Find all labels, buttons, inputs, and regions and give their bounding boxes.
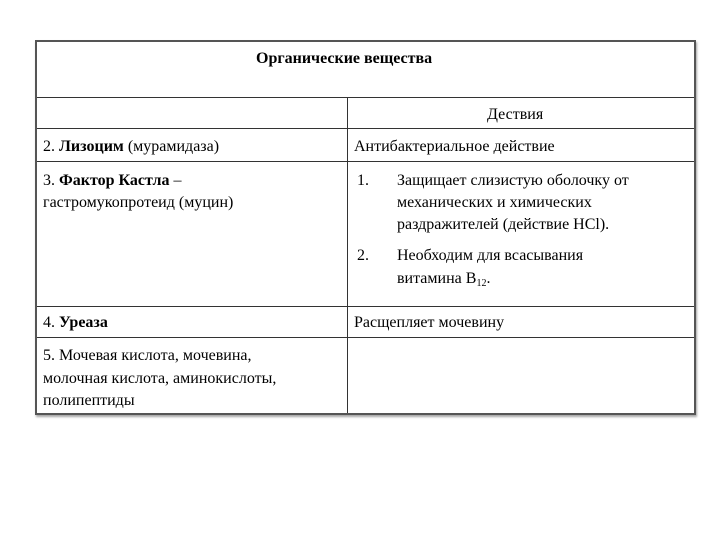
list-marker: 1. — [357, 172, 369, 189]
row-number: 4. — [43, 314, 55, 331]
row-3-name — [43, 170, 181, 192]
table-title: Органические вещества — [256, 50, 433, 67]
row-2-name — [43, 136, 219, 158]
column-divider — [347, 97, 348, 413]
row-divider — [37, 97, 694, 98]
row-divider — [37, 337, 694, 338]
list-marker: 2. — [357, 247, 369, 264]
substance-name: Лизоцим — [59, 138, 124, 155]
row-divider — [37, 161, 694, 162]
row-5-line: полипептиды — [43, 392, 135, 409]
row-number: 3. — [43, 172, 55, 189]
row-5-line: 5. Мочевая кислота, мочевина, — [43, 347, 252, 364]
row-5-line: молочная кислота, аминокислоты, — [43, 370, 277, 387]
action-line: Необходим для всасывания — [397, 247, 584, 264]
action-line: механических и химических — [397, 194, 592, 211]
substance-name: Уреаза — [59, 314, 108, 331]
substance-alias: (мурамидаза) — [127, 138, 220, 155]
action-line: раздражителей (действие HCl). — [397, 216, 610, 233]
vitamin-text: витамина В — [397, 270, 477, 287]
row-divider — [37, 306, 694, 307]
row-2-action: Антибактериальное действие — [354, 138, 555, 155]
action-line: Защищает слизистую оболочку от — [397, 172, 629, 189]
action-line-vitamin — [397, 268, 490, 290]
vitamin-subscript: 12 — [476, 278, 487, 289]
row-divider — [37, 128, 694, 129]
row-number: 2. — [43, 138, 55, 155]
substance-name: Фактор Кастла — [59, 172, 170, 189]
period: . — [486, 270, 491, 287]
row-4-name — [43, 312, 108, 334]
row-4-action: Расщепляет мочевину — [354, 314, 505, 331]
dash: – — [173, 172, 182, 189]
column-header-actions: Дествия — [487, 106, 544, 123]
row-3-name-line2: гастромукопротеид (муцин) — [43, 194, 234, 211]
